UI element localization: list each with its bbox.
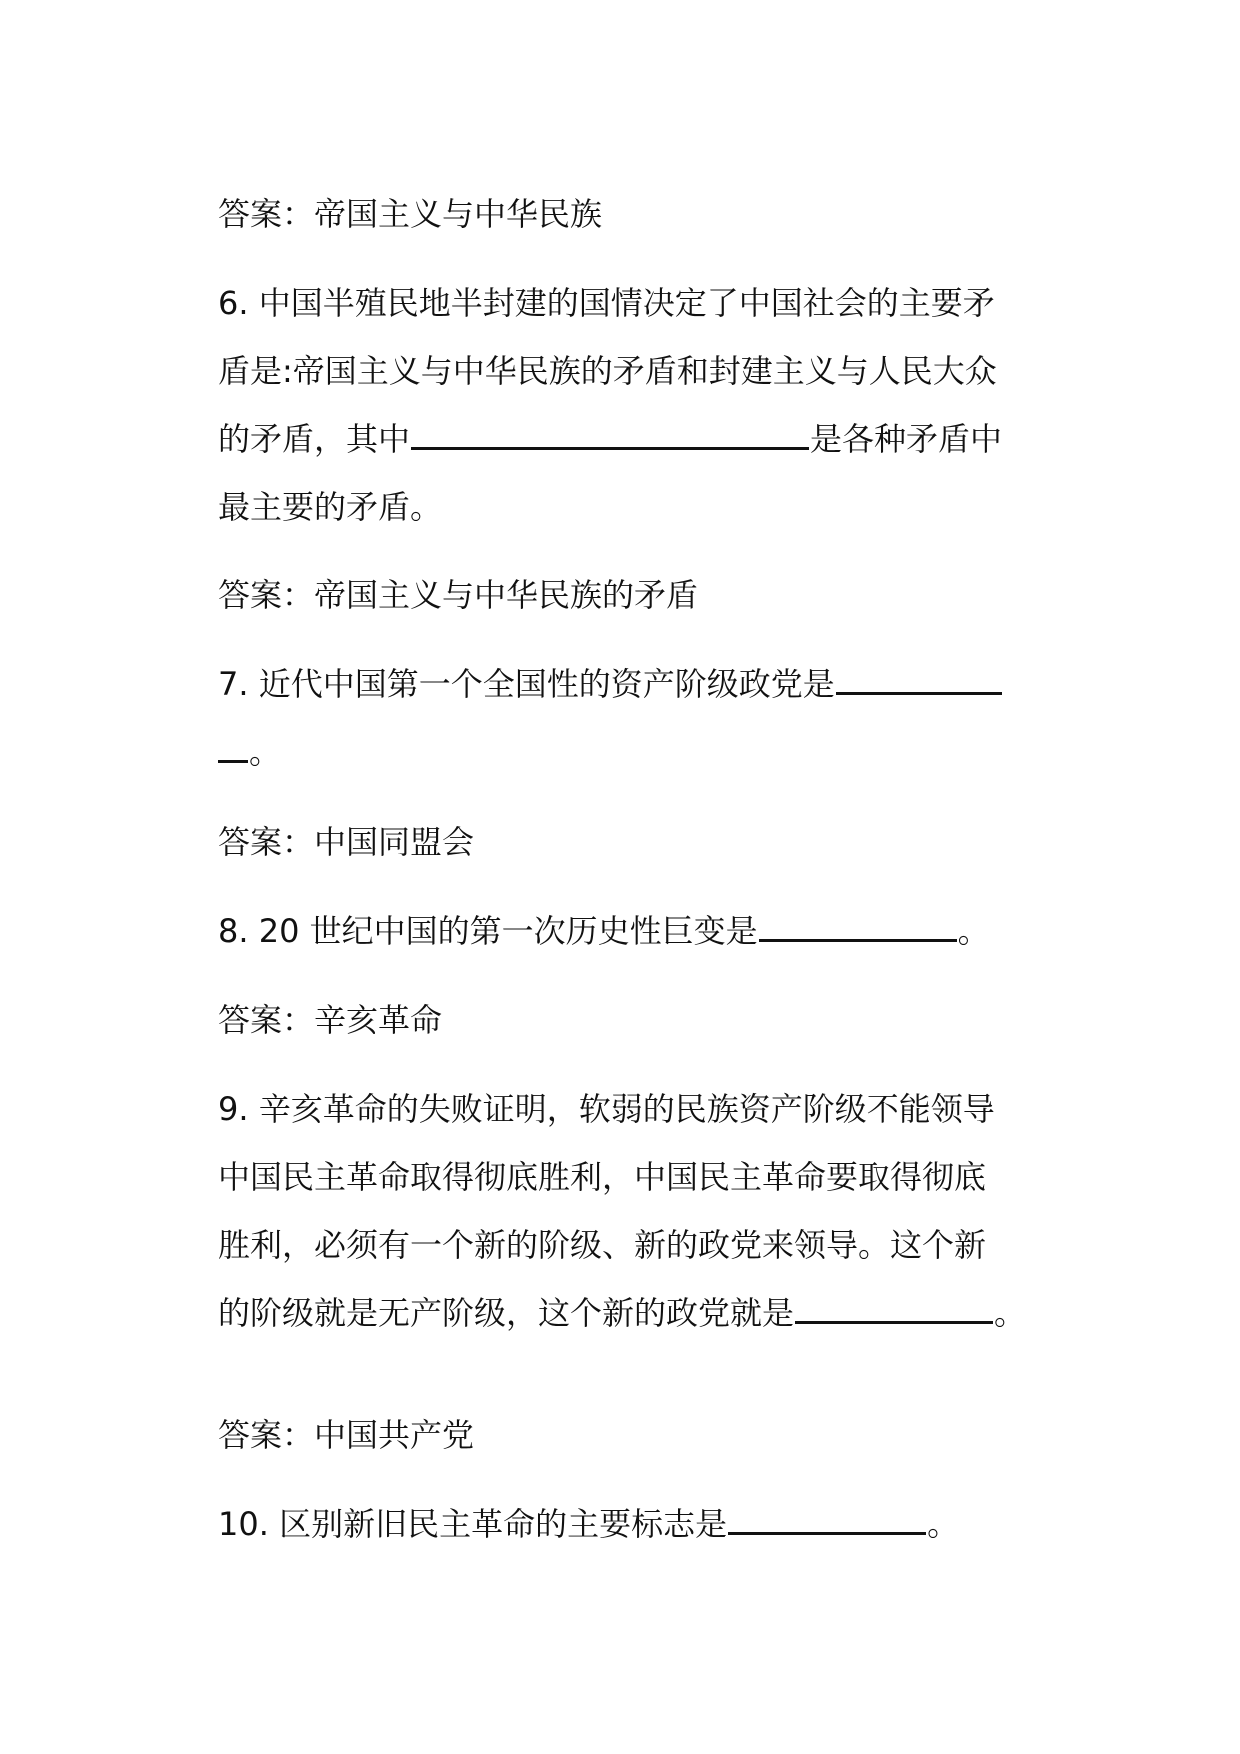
- question-6-line-4: 最主要的矛盾。: [218, 488, 443, 526]
- answer-7: 答案：中国同盟会: [218, 823, 475, 861]
- question-8-end: 。: [957, 912, 990, 950]
- question-10-text: 10. 区别新旧民主革命的主要标志是: [218, 1505, 728, 1543]
- question-9-line-4: [218, 1291, 1026, 1335]
- question-9-line-2: 中国民主革命取得彻底胜利，中国民主革命要取得彻底: [218, 1158, 987, 1196]
- answer-blank: [728, 1502, 926, 1535]
- question-7-line-2: [218, 730, 281, 774]
- answer-5: 答案：帝国主义与中华民族: [218, 195, 603, 233]
- question-7-line-1: [218, 662, 1003, 706]
- question-8: [218, 909, 990, 953]
- answer-blank: [836, 662, 1002, 695]
- question-6-line-3: [218, 417, 1002, 461]
- question-6-line-2: 盾是:帝国主义与中华民族的矛盾和封建主义与人民大众: [218, 352, 997, 390]
- question-8-text: 8. 20 世纪中国的第一次历史性巨变是: [218, 912, 758, 950]
- question-9-line-4-pre: 的阶级就是无产阶级，这个新的政党就是: [218, 1294, 795, 1332]
- question-7-end: 。: [249, 733, 282, 771]
- question-9-line-1: 9. 辛亥革命的失败证明，软弱的民族资产阶级不能领导: [218, 1090, 995, 1128]
- question-9-line-3: 胜利，必须有一个新的阶级、新的政党来领导。这个新: [218, 1226, 987, 1264]
- answer-6: 答案：帝国主义与中华民族的矛盾: [218, 576, 699, 614]
- question-9-end: 。: [994, 1294, 1027, 1332]
- answer-blank: [411, 417, 809, 450]
- question-7-text: 7. 近代中国第一个全国性的资产阶级政党是: [218, 665, 835, 703]
- question-6-line-3-post: 是各种矛盾中: [810, 420, 1003, 458]
- answer-blank: [759, 909, 957, 942]
- answer-blank-continued: [218, 730, 248, 763]
- question-6-line-3-pre: 的矛盾，其中: [218, 420, 411, 458]
- answer-8: 答案：辛亥革命: [218, 1001, 443, 1039]
- answer-9: 答案：中国共产党: [218, 1416, 475, 1454]
- question-6-line-1: 6. 中国半殖民地半封建的国情决定了中国社会的主要矛: [218, 284, 995, 322]
- question-10-end: 。: [927, 1505, 960, 1543]
- answer-blank: [795, 1291, 993, 1324]
- question-10: [218, 1502, 959, 1546]
